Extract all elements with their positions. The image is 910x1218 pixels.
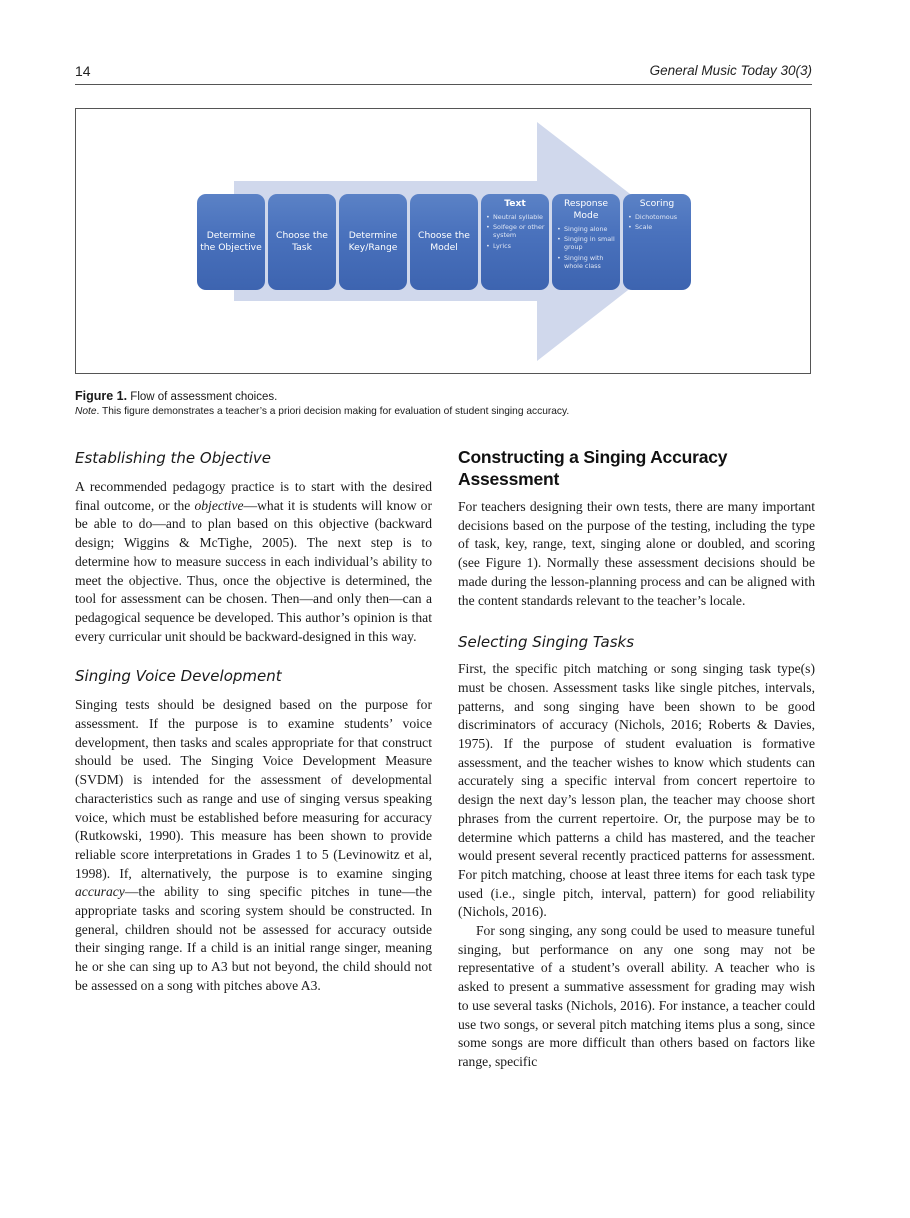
figure-1 [75,108,811,374]
flow-box-title: Response Mode [563,198,609,221]
section-heading-selecting-tasks: Selecting Singing Tasks [458,633,635,652]
paragraph-singing-voice-development [75,696,432,995]
flow-box-list [555,225,617,270]
flow-box-text [481,194,549,290]
page-number: 14 [75,63,91,79]
flow-box-response-mode [552,194,620,290]
caption-note-text: . This figure demonstrates a teacher’s a priori decision making for evaluation of student singing accuracy. [96,406,570,417]
flow-box-key-range [339,194,407,290]
flow-box-title: Scoring [639,198,675,209]
list-item: • Singing in small group [564,235,617,251]
flow-box-title: Determine Key/Range [348,230,398,253]
section-heading-singing-voice-development: Singing Voice Development [75,667,282,686]
flow-box-title: Choose the Task [276,230,328,253]
section-heading-establishing-objective: Establishing the Objective [75,449,272,467]
flow-box-title: Choose the Model [418,230,470,253]
section-heading-constructing-assessment: Constructing a Singing Accuracy Assessment [458,447,728,489]
paragraph-constructing-assessment: For teachers designing their own tests, there are many important decisions based on the purpose of the testing, including the type of task, key, range, text, singing alone or doubled, and scoring (see Figure 1). Normally these assessment decisions should be made during the lesson-planning process and can be aligned with the content standards relevant to the teacher’s locale. [458,499,815,608]
text-run: Singing tests should be designed based on the purpose for assessment. If the purpose is to examine students’ voice development, then tasks and scales appropriate for that construct should be used. The Singing Voice Development Measure (SVDM) is intended for the assessment of developmental characteristics such as range and use of singing versus speaking voice, which must be established before measuring for accuracy (Rutkowski, 1990). This measure has been shown to provide reliable score interpretations in Grades 1 to 5 (Levinowitz et al, 1998). If, alternatively, the purpose is to examine singing [75,697,432,881]
flow-box-title: Determine the Objective [200,230,262,253]
emphasis-objective: objective [194,497,244,513]
caption-label: Figure 1. [75,389,128,403]
journal-title: General Music Today 30(3) [649,63,812,78]
text-run: A recommended pedagogy practice is to start with the desired final outcome, or the [75,479,432,513]
caption-title-text: Flow of assessment choices. [127,391,278,403]
figure-caption [75,389,815,419]
text-run: —what it is students will know or be able to do—and to plan based on this objective (backward design; Wiggins & McTighe, 2005). The next step is to determine how to measure success in each individual’s ability to meet the objective. Thus, once the objective is determined, the tool for assessment can be chosen. Then—and only then—can a pedagogical sequence be developed. This author’s opinion is that every curricular unit should be backward-designed in this way. [75,497,432,644]
caption-note-label: Note [75,406,97,417]
list-item: • Singing with whole class [564,254,617,270]
paragraph-selecting-tasks-2: For song singing, any song could be used to measure tuneful singing, but performance on any one song may not be representative of a student’s overall ability. A teacher who is asked to present a summative assessment for grading may wish to use several tasks (Nichols, 2016). For instance, a teacher could use two songs, or several pitch matching items plus a song, since some songs are more difficult than others based on factors like range, specific [458,923,815,1069]
text-run: —the ability to sing specific pitches in tune—the appropriate tasks and scoring system should be constructed. In general, children should not be assessed for accuracy outside their singing range. If a child is an initial range singer, meaning he or she can sing up to A3 but not beyond, the child should not be assessed on a song with pitches above A3. [75,884,432,993]
caption-title [75,389,815,405]
list-item: • Singing alone [564,225,617,233]
paragraph-establishing-objective [75,478,432,646]
flow-box-objective [197,194,265,290]
flow-box-list [626,213,688,231]
flow-box-title: Text [504,198,526,209]
flow-box-list [484,213,546,250]
left-column [75,446,432,996]
emphasis-accuracy: accuracy [75,884,125,900]
right-column [458,446,815,1072]
flow-box-scoring [623,194,691,290]
flow-box-task [268,194,336,290]
list-item: • Dichotomous [635,213,688,221]
flow-box-model [410,194,478,290]
running-header [75,62,812,85]
paragraph-selecting-tasks-1: First, the specific pitch matching or song singing task type(s) must be chosen. Assessment tasks like single pitches, intervals, patterns, and song singing have been shown to be good discriminators of accuracy (Nichols, 2016; Roberts & Davies, 1975). If the purpose of student evaluation is formative assessment, and the teacher wishes to know which students can accurately sing a specific interval from concert repertoire to design the next day’s lesson plan, the teacher may choose short phrases from the current repertoire. Or, the purpose may be to determine which patterns a child has mastered, and the teacher would present several recently practiced patterns for assessment. For pitch matching, choose at least three items for each task type used (i.e., single pitch, interval, pattern) for good reliability (Nichols, 2016). [458,661,815,920]
list-item: • Neutral syllable [493,213,546,221]
list-item: • Scale [635,223,688,231]
caption-note [75,405,815,419]
list-item: • Lyrics [493,242,546,250]
list-item: • Solfege or other system [493,223,546,239]
